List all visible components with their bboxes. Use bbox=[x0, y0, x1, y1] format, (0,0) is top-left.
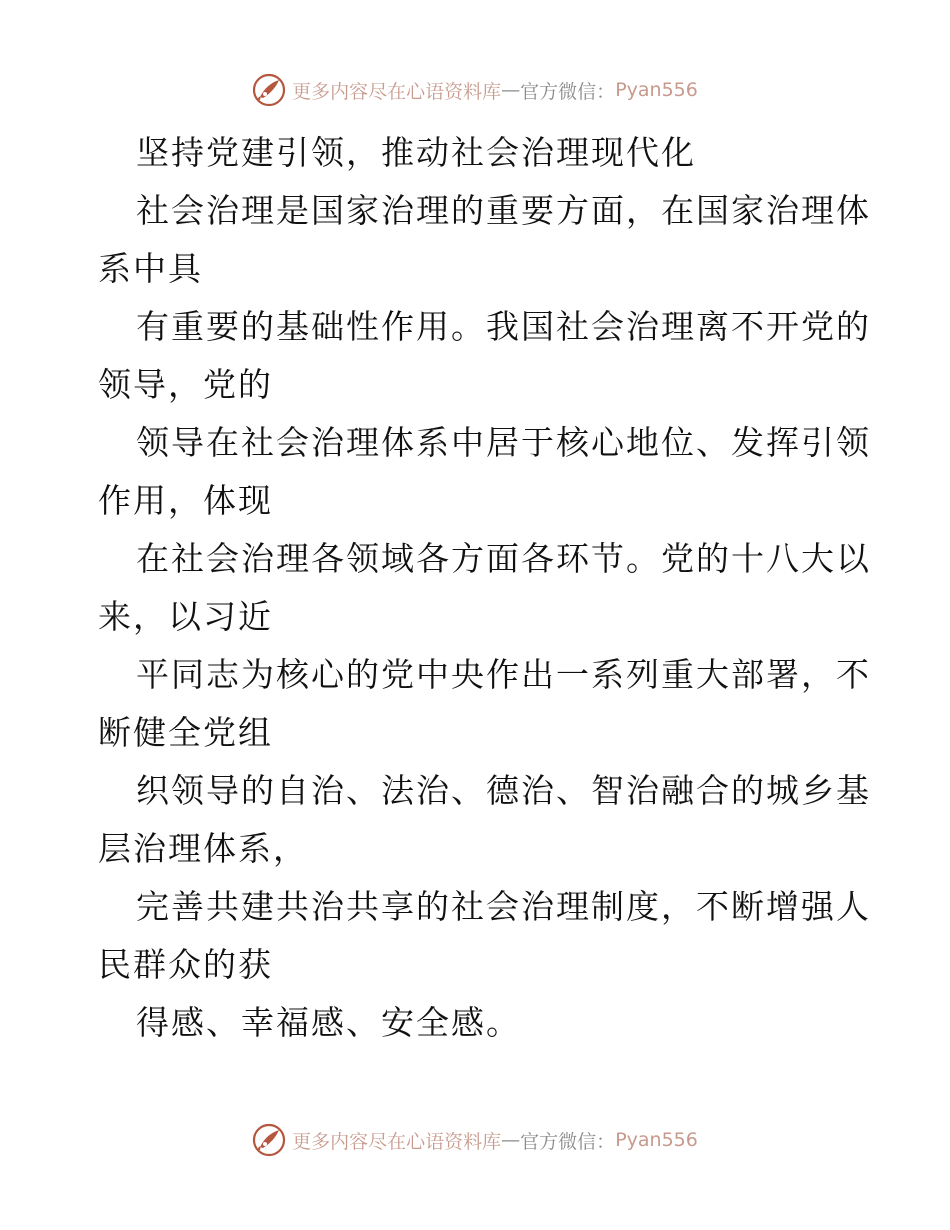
watermark-main-text: 更多内容尽在心语资料库 bbox=[292, 80, 502, 103]
text-line: 层治理体系， bbox=[98, 829, 308, 868]
text-line: 民群众的获 bbox=[98, 945, 273, 984]
quill-logo-icon bbox=[252, 1123, 286, 1157]
watermark-sub-text: 官方微信： bbox=[520, 1130, 616, 1153]
text-line: 系中具 bbox=[98, 249, 203, 288]
watermark-dash: — bbox=[501, 79, 521, 101]
text-line: 有重要的基础性作用。我国社会治理离不开党的 bbox=[136, 307, 871, 346]
text-line: 来，以习近 bbox=[98, 597, 273, 636]
text-line: 领导在社会治理体系中居于核心地位、发挥引领 bbox=[136, 423, 871, 462]
text-line: 领导，党的 bbox=[98, 365, 273, 404]
document-title: 坚持党建引领，推动社会治理现代化 bbox=[136, 133, 696, 172]
watermark-dash: — bbox=[501, 1129, 521, 1151]
text-line: 完善共建共治共享的社会治理制度，不断增强人 bbox=[136, 887, 871, 926]
text-line: 得感、幸福感、安全感。 bbox=[136, 1003, 521, 1042]
text-line: 社会治理是国家治理的重要方面，在国家治理体 bbox=[136, 191, 871, 230]
document-body bbox=[98, 124, 871, 1052]
text-line: 织领导的自治、法治、德治、智治融合的城乡基 bbox=[136, 771, 871, 810]
text-line: 作用，体现 bbox=[98, 481, 273, 520]
watermark-id: Pyan556 bbox=[615, 1129, 698, 1151]
quill-logo-icon bbox=[252, 73, 286, 107]
text-line: 断健全党组 bbox=[98, 713, 273, 752]
text-line: 平同志为核心的党中央作出一系列重大部署，不 bbox=[136, 655, 871, 694]
footer-watermark bbox=[0, 1120, 950, 1160]
header-watermark bbox=[0, 70, 950, 110]
watermark-id: Pyan556 bbox=[615, 79, 698, 101]
watermark-main-text: 更多内容尽在心语资料库 bbox=[292, 1130, 502, 1153]
watermark-sub-text: 官方微信： bbox=[520, 80, 616, 103]
text-line: 在社会治理各领域各方面各环节。党的十八大以 bbox=[136, 539, 871, 578]
